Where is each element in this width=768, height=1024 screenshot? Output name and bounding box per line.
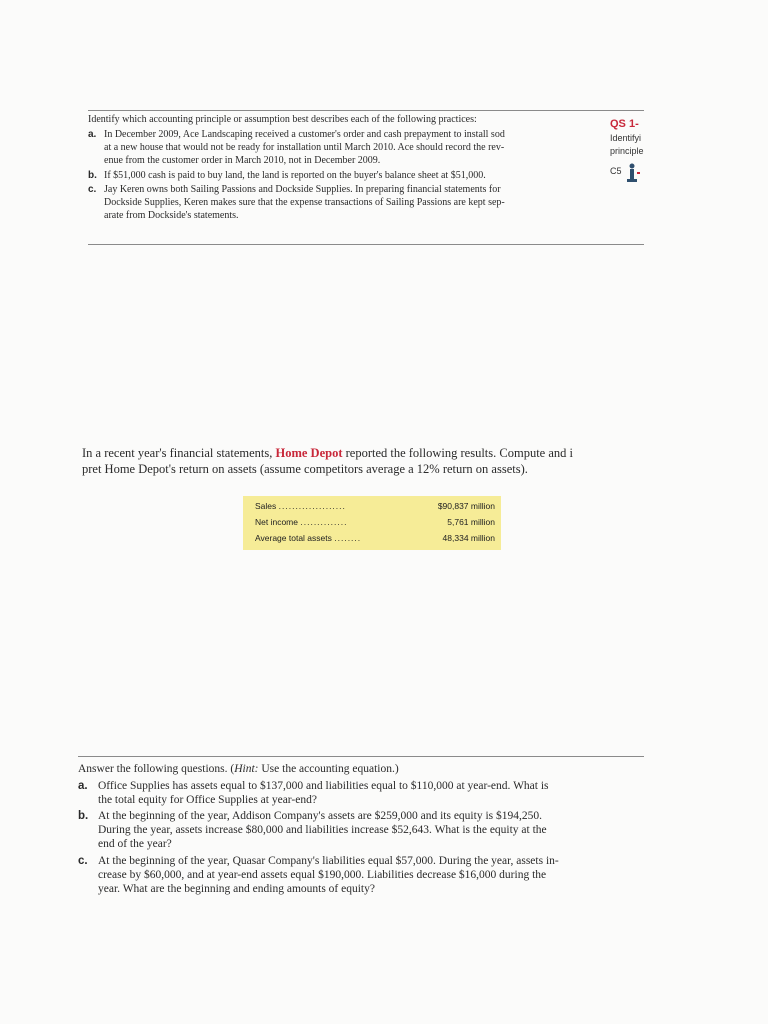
bottom-rule-1 <box>88 244 644 245</box>
question-b-line-3: end of the year? <box>98 838 172 850</box>
question-b-line-1: At the beginning of the year, Addison Company's assets are $259,000 and its equity is $194,250. <box>98 810 542 822</box>
question-c-line-3: year. What are the beginning and ending amounts of equity? <box>98 883 375 895</box>
item-c-line-1: Jay Keren owns both Sailing Passions and Dockside Supplies. In preparing financial statements for <box>104 184 501 195</box>
equation-intro-part-b: Use the accounting equation.) <box>258 763 399 775</box>
row-label-average-total-assets: Average total assets ........ <box>255 533 362 543</box>
item-marker-b: b. <box>88 170 97 181</box>
learning-objective-icon <box>624 162 640 184</box>
question-c-line-2: crease by $60,000, and at year-end assets equal $190,000. Liabilities decrease $16,000 during the <box>98 869 547 881</box>
table-row <box>255 501 495 515</box>
roa-line-1 <box>82 446 573 461</box>
question-b-line-2: During the year, assets increase $80,000 and liabilities increase $52,643. What is the equity at the <box>98 824 547 836</box>
item-marker-a: a. <box>78 780 88 792</box>
equation-intro-part-a: Answer the following questions. ( <box>78 763 235 775</box>
company-name: Home Depot <box>275 446 343 460</box>
item-marker-c: c. <box>88 184 97 195</box>
item-a-line-1: In December 2009, Ace Landscaping received a customer's order and cash prepayment to install sod <box>104 129 505 140</box>
top-rule-3 <box>78 756 644 757</box>
item-marker-c: c. <box>78 855 88 867</box>
roa-line-2: pret Home Depot's return on assets (assume competitors average a 12% return on assets). <box>82 462 528 476</box>
question-a-line-2: the total equity for Office Supplies at year-end? <box>98 794 317 806</box>
side-label-1: Identifyi <box>610 133 642 143</box>
row-value-average-total-assets: 48,334 million <box>442 533 495 543</box>
row-value-net-income: 5,761 million <box>447 517 495 527</box>
qs-label: QS 1- <box>610 118 639 130</box>
side-label-2: principle <box>610 146 644 156</box>
roa-line-1-part-a: In a recent year's financial statements, <box>82 446 276 460</box>
item-c-line-3: arate from Dockside's statements. <box>104 210 239 221</box>
roa-line-1-part-b: reported the following results. Compute and i <box>342 446 573 460</box>
question-c-line-1: At the beginning of the year, Quasar Company's liabilities equal $57,000. During the year, assets in- <box>98 855 559 867</box>
exercise-intro: Identify which accounting principle or assumption best describes each of the following practices: <box>88 114 477 125</box>
item-a-line-3: enue from the customer order in March 2010, not in December 2009. <box>104 155 381 166</box>
row-label-net-income: Net income .............. <box>255 517 348 527</box>
item-b-line-1: If $51,000 cash is paid to buy land, the land is reported on the buyer's balance sheet at $51,000. <box>104 170 486 181</box>
equation-intro <box>78 763 399 775</box>
financial-results-table <box>243 496 501 550</box>
item-marker-b: b. <box>78 810 89 822</box>
row-value-sales: $90,837 million <box>437 501 495 511</box>
table-row <box>255 517 495 531</box>
side-code: C5 <box>610 166 622 176</box>
top-rule-1 <box>88 110 644 111</box>
question-a-line-1: Office Supplies has assets equal to $137,000 and liabilities equal to $110,000 at year-end. What is <box>98 780 549 792</box>
item-c-line-2: Dockside Supplies, Keren makes sure that the expense transactions of Sailing Passions are kept sep- <box>104 197 505 208</box>
item-a-line-2: at a new house that would not be ready for installation until March 2010. Ace should record the rev- <box>104 142 505 153</box>
table-row <box>255 533 495 547</box>
hint-label: Hint: <box>234 763 259 775</box>
row-label-sales: Sales .................... <box>255 501 346 511</box>
item-marker-a: a. <box>88 129 97 140</box>
